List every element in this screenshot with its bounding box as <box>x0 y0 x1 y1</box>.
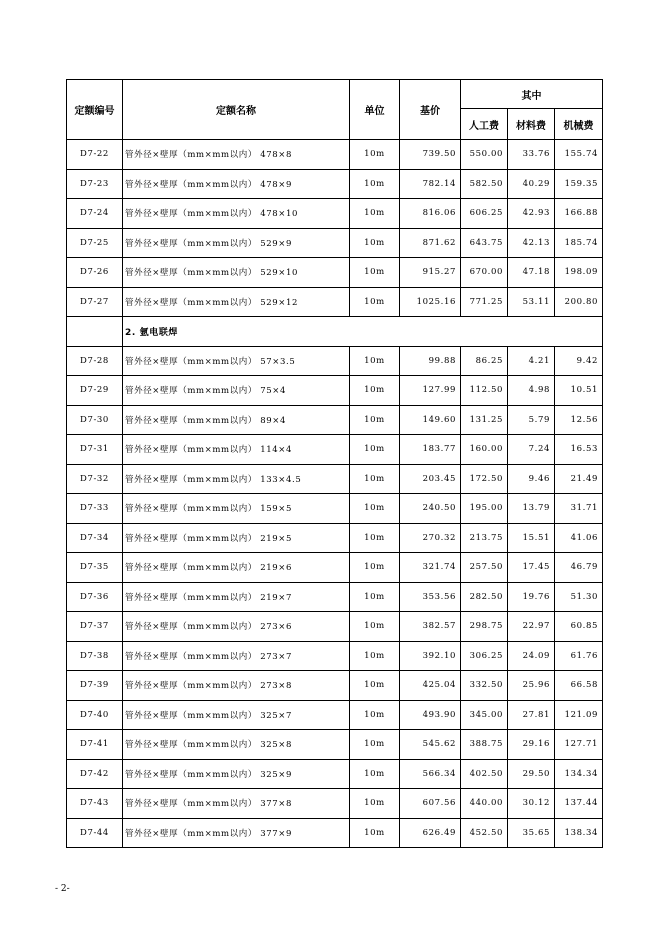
cell-name: 管外径×壁厚（mm×mm以内） 114×4 <box>123 435 350 465</box>
cell-material-cost: 19.76 <box>508 582 555 612</box>
cell-name: 管外径×壁厚（mm×mm以内） 325×8 <box>123 730 350 760</box>
cell-base-price: 626.49 <box>400 818 461 848</box>
cell-base-price: 149.60 <box>400 405 461 435</box>
cell-base-price: 353.56 <box>400 582 461 612</box>
cell-material-cost: 42.13 <box>508 228 555 258</box>
header-unit: 单位 <box>350 80 400 140</box>
cell-material-cost: 40.29 <box>508 169 555 199</box>
cell-labor-cost: 160.00 <box>461 435 508 465</box>
cell-machine-cost: 12.56 <box>555 405 603 435</box>
table-row <box>67 730 603 760</box>
cell-code: D7-39 <box>67 671 123 701</box>
cell-name: 管外径×壁厚（mm×mm以内） 75×4 <box>123 376 350 406</box>
cell-unit: 10m <box>350 258 400 288</box>
cell-labor-cost: 550.00 <box>461 140 508 170</box>
table-row <box>67 346 603 376</box>
cell-labor-cost: 771.25 <box>461 287 508 317</box>
cell-unit: 10m <box>350 671 400 701</box>
cell-code: D7-30 <box>67 405 123 435</box>
cell-unit: 10m <box>350 287 400 317</box>
cell-machine-cost: 198.09 <box>555 258 603 288</box>
header-material-cost: 材料费 <box>508 109 555 140</box>
cell-machine-cost: 41.06 <box>555 523 603 553</box>
table-row <box>67 582 603 612</box>
table-row <box>67 199 603 229</box>
cell-base-price: 782.14 <box>400 169 461 199</box>
cell-name: 管外径×壁厚（mm×mm以内） 219×5 <box>123 523 350 553</box>
table-row <box>67 700 603 730</box>
cell-machine-cost: 166.88 <box>555 199 603 229</box>
cell-material-cost: 17.45 <box>508 553 555 583</box>
cell-name: 管外径×壁厚（mm×mm以内） 89×4 <box>123 405 350 435</box>
cell-labor-cost: 257.50 <box>461 553 508 583</box>
table-row <box>67 228 603 258</box>
cell-code: D7-43 <box>67 789 123 819</box>
cell-code: D7-26 <box>67 258 123 288</box>
cell-machine-cost: 60.85 <box>555 612 603 642</box>
quota-table <box>66 79 603 848</box>
cell-base-price: 321.74 <box>400 553 461 583</box>
cell-material-cost: 4.98 <box>508 376 555 406</box>
cell-machine-cost: 200.80 <box>555 287 603 317</box>
cell-base-price: 425.04 <box>400 671 461 701</box>
table-row <box>67 759 603 789</box>
cell-labor-cost: 282.50 <box>461 582 508 612</box>
table-row <box>67 671 603 701</box>
cell-machine-cost: 137.44 <box>555 789 603 819</box>
cell-base-price: 127.99 <box>400 376 461 406</box>
cell-material-cost: 29.16 <box>508 730 555 760</box>
cell-code: D7-37 <box>67 612 123 642</box>
cell-labor-cost: 670.00 <box>461 258 508 288</box>
cell-code: D7-33 <box>67 494 123 524</box>
cell-labor-cost: 388.75 <box>461 730 508 760</box>
cell-material-cost: 27.81 <box>508 700 555 730</box>
cell-unit: 10m <box>350 523 400 553</box>
cell-name: 管外径×壁厚（mm×mm以内） 273×6 <box>123 612 350 642</box>
table-row <box>67 376 603 406</box>
cell-name: 管外径×壁厚（mm×mm以内） 529×9 <box>123 228 350 258</box>
cell-material-cost: 35.65 <box>508 818 555 848</box>
cell-base-price: 392.10 <box>400 641 461 671</box>
cell-material-cost: 4.21 <box>508 346 555 376</box>
header-name: 定额名称 <box>123 80 350 140</box>
cell-base-price: 607.56 <box>400 789 461 819</box>
cell-code: D7-22 <box>67 140 123 170</box>
cell-base-price: 382.57 <box>400 612 461 642</box>
cell-machine-cost: 21.49 <box>555 464 603 494</box>
cell-labor-cost: 112.50 <box>461 376 508 406</box>
cell-name: 管外径×壁厚（mm×mm以内） 273×8 <box>123 671 350 701</box>
cell-code: D7-31 <box>67 435 123 465</box>
cell-machine-cost: 16.53 <box>555 435 603 465</box>
table-row <box>67 140 603 170</box>
cell-machine-cost: 61.76 <box>555 641 603 671</box>
cell-name: 管外径×壁厚（mm×mm以内） 57×3.5 <box>123 346 350 376</box>
cell-name: 管外径×壁厚（mm×mm以内） 529×12 <box>123 287 350 317</box>
header-base-price: 基价 <box>400 80 461 140</box>
cell-labor-cost: 172.50 <box>461 464 508 494</box>
cell-base-price: 739.50 <box>400 140 461 170</box>
cell-machine-cost: 46.79 <box>555 553 603 583</box>
cell-unit: 10m <box>350 494 400 524</box>
cell-base-price: 183.77 <box>400 435 461 465</box>
cell-machine-cost: 66.58 <box>555 671 603 701</box>
cell-unit: 10m <box>350 553 400 583</box>
cell-base-price: 871.62 <box>400 228 461 258</box>
section-title: 2. 氩电联焊 <box>123 317 603 347</box>
table-row <box>67 464 603 494</box>
cell-name: 管外径×壁厚（mm×mm以内） 478×9 <box>123 169 350 199</box>
cell-code: D7-44 <box>67 818 123 848</box>
cell-labor-cost: 452.50 <box>461 818 508 848</box>
table-row <box>67 818 603 848</box>
cell-labor-cost: 195.00 <box>461 494 508 524</box>
cell-unit: 10m <box>350 199 400 229</box>
cell-base-price: 566.34 <box>400 759 461 789</box>
cell-material-cost: 7.24 <box>508 435 555 465</box>
table-body <box>67 140 603 848</box>
cell-labor-cost: 643.75 <box>461 228 508 258</box>
cell-unit: 10m <box>350 435 400 465</box>
table-row <box>67 435 603 465</box>
cell-name: 管外径×壁厚（mm×mm以内） 377×9 <box>123 818 350 848</box>
cell-machine-cost: 134.34 <box>555 759 603 789</box>
cell-labor-cost: 298.75 <box>461 612 508 642</box>
cell-base-price: 240.50 <box>400 494 461 524</box>
cell-unit: 10m <box>350 582 400 612</box>
cell-machine-cost: 9.42 <box>555 346 603 376</box>
table-row <box>67 612 603 642</box>
cell-base-price: 99.88 <box>400 346 461 376</box>
section-empty-cell <box>67 317 123 347</box>
cell-code: D7-27 <box>67 287 123 317</box>
cell-unit: 10m <box>350 641 400 671</box>
cell-unit: 10m <box>350 376 400 406</box>
cell-code: D7-42 <box>67 759 123 789</box>
cell-base-price: 270.32 <box>400 523 461 553</box>
cell-labor-cost: 86.25 <box>461 346 508 376</box>
cell-unit: 10m <box>350 405 400 435</box>
cell-code: D7-28 <box>67 346 123 376</box>
cell-labor-cost: 345.00 <box>461 700 508 730</box>
cell-unit: 10m <box>350 612 400 642</box>
header-group-of-which: 其中 <box>461 80 603 109</box>
cell-labor-cost: 440.00 <box>461 789 508 819</box>
cell-unit: 10m <box>350 228 400 258</box>
cell-name: 管外径×壁厚（mm×mm以内） 219×6 <box>123 553 350 583</box>
cell-material-cost: 22.97 <box>508 612 555 642</box>
cell-labor-cost: 582.50 <box>461 169 508 199</box>
cell-name: 管外径×壁厚（mm×mm以内） 325×7 <box>123 700 350 730</box>
cell-machine-cost: 127.71 <box>555 730 603 760</box>
cell-unit: 10m <box>350 759 400 789</box>
cell-unit: 10m <box>350 730 400 760</box>
cell-machine-cost: 159.35 <box>555 169 603 199</box>
cell-material-cost: 9.46 <box>508 464 555 494</box>
cell-material-cost: 47.18 <box>508 258 555 288</box>
cell-code: D7-36 <box>67 582 123 612</box>
cell-material-cost: 24.09 <box>508 641 555 671</box>
table-row <box>67 789 603 819</box>
header-labor-cost: 人工费 <box>461 109 508 140</box>
cell-labor-cost: 606.25 <box>461 199 508 229</box>
table-row <box>67 553 603 583</box>
cell-material-cost: 30.12 <box>508 789 555 819</box>
table-row <box>67 287 603 317</box>
cell-machine-cost: 31.71 <box>555 494 603 524</box>
cell-name: 管外径×壁厚（mm×mm以内） 219×7 <box>123 582 350 612</box>
table-row <box>67 523 603 553</box>
cell-code: D7-35 <box>67 553 123 583</box>
cell-machine-cost: 155.74 <box>555 140 603 170</box>
cell-material-cost: 53.11 <box>508 287 555 317</box>
cell-code: D7-24 <box>67 199 123 229</box>
cell-name: 管外径×壁厚（mm×mm以内） 377×8 <box>123 789 350 819</box>
cell-name: 管外径×壁厚（mm×mm以内） 273×7 <box>123 641 350 671</box>
cell-name: 管外径×壁厚（mm×mm以内） 478×10 <box>123 199 350 229</box>
cell-code: D7-34 <box>67 523 123 553</box>
cell-name: 管外径×壁厚（mm×mm以内） 325×9 <box>123 759 350 789</box>
cell-unit: 10m <box>350 700 400 730</box>
cell-base-price: 545.62 <box>400 730 461 760</box>
cell-name: 管外径×壁厚（mm×mm以内） 478×8 <box>123 140 350 170</box>
section-row <box>67 317 603 347</box>
cell-labor-cost: 131.25 <box>461 405 508 435</box>
page-number: - 2- <box>55 884 70 894</box>
table-row <box>67 494 603 524</box>
cell-code: D7-38 <box>67 641 123 671</box>
cell-machine-cost: 51.30 <box>555 582 603 612</box>
cell-labor-cost: 213.75 <box>461 523 508 553</box>
cell-code: D7-40 <box>67 700 123 730</box>
cell-material-cost: 5.79 <box>508 405 555 435</box>
cell-base-price: 915.27 <box>400 258 461 288</box>
cell-base-price: 203.45 <box>400 464 461 494</box>
cell-machine-cost: 10.51 <box>555 376 603 406</box>
cell-labor-cost: 402.50 <box>461 759 508 789</box>
cell-code: D7-32 <box>67 464 123 494</box>
cell-labor-cost: 332.50 <box>461 671 508 701</box>
cell-code: D7-25 <box>67 228 123 258</box>
cell-name: 管外径×壁厚（mm×mm以内） 133×4.5 <box>123 464 350 494</box>
cell-machine-cost: 138.34 <box>555 818 603 848</box>
cell-material-cost: 25.96 <box>508 671 555 701</box>
cell-unit: 10m <box>350 818 400 848</box>
cell-unit: 10m <box>350 346 400 376</box>
cell-unit: 10m <box>350 169 400 199</box>
cell-unit: 10m <box>350 140 400 170</box>
cell-material-cost: 29.50 <box>508 759 555 789</box>
cell-material-cost: 33.76 <box>508 140 555 170</box>
cell-machine-cost: 185.74 <box>555 228 603 258</box>
table-row <box>67 405 603 435</box>
cell-name: 管外径×壁厚（mm×mm以内） 159×5 <box>123 494 350 524</box>
table-row <box>67 169 603 199</box>
cell-material-cost: 15.51 <box>508 523 555 553</box>
cell-machine-cost: 121.09 <box>555 700 603 730</box>
cell-code: D7-41 <box>67 730 123 760</box>
cell-name: 管外径×壁厚（mm×mm以内） 529×10 <box>123 258 350 288</box>
cell-base-price: 1025.16 <box>400 287 461 317</box>
cell-code: D7-29 <box>67 376 123 406</box>
cell-unit: 10m <box>350 789 400 819</box>
header-code: 定额编号 <box>67 80 123 140</box>
cell-material-cost: 13.79 <box>508 494 555 524</box>
table-row <box>67 641 603 671</box>
table-row <box>67 258 603 288</box>
header-machine-cost: 机械费 <box>555 109 603 140</box>
cell-base-price: 493.90 <box>400 700 461 730</box>
cell-base-price: 816.06 <box>400 199 461 229</box>
cell-labor-cost: 306.25 <box>461 641 508 671</box>
cell-unit: 10m <box>350 464 400 494</box>
cell-material-cost: 42.93 <box>508 199 555 229</box>
cell-code: D7-23 <box>67 169 123 199</box>
